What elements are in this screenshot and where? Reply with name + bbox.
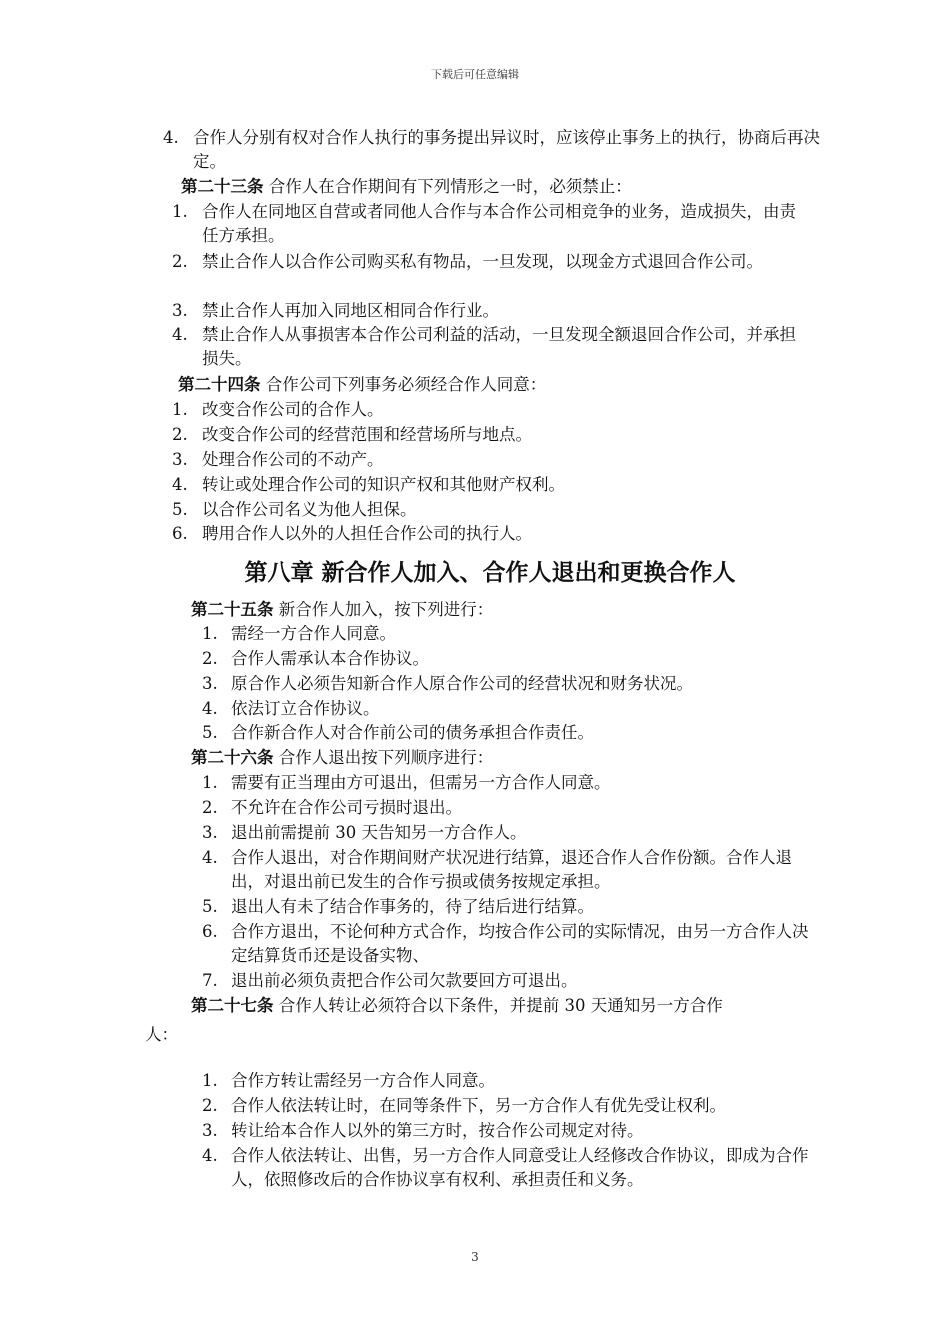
article-label: 第二十六条 xyxy=(191,748,274,767)
list-number: 4. xyxy=(172,325,188,344)
list-text: 需经一方合作人同意。 xyxy=(231,624,396,643)
page-number: 3 xyxy=(471,1250,479,1264)
page-header: 下载后可任意编辑 xyxy=(431,68,519,81)
list-number: 1. xyxy=(172,202,188,221)
article-27-continuation: 人： xyxy=(145,1025,178,1044)
list-number: 3. xyxy=(172,450,188,469)
list-number: 5. xyxy=(172,500,188,519)
article-text: 合作人退出按下列顺序进行： xyxy=(273,748,494,767)
list-text: 改变合作公司的合作人。 xyxy=(202,400,384,419)
list-text: 退出前必须负责把合作公司欠款要回方可退出。 xyxy=(231,971,578,990)
list-text: 转让给本合作人以外的第三方时，按合作公司规定对待。 xyxy=(231,1121,644,1140)
list-text: 处理合作公司的不动产。 xyxy=(202,450,384,469)
list-text: 聘用合作人以外的人担任合作公司的执行人。 xyxy=(202,524,532,543)
list-number: 2. xyxy=(172,252,188,271)
list-text: 禁止合作人再加入同地区相同合作行业。 xyxy=(202,301,499,320)
list-number: 7. xyxy=(202,971,218,990)
list-number: 2. xyxy=(202,1096,218,1115)
list-number: 2. xyxy=(172,425,188,444)
list-text: 合作人退出，对合作期间财产状况进行结算，退还合作人合作份额。合作人退出，对退出前已发生的合作亏损或债务按规定承担。 xyxy=(231,848,792,891)
list-text: 退出前需提前 30 天告知另一方合作人。 xyxy=(231,823,527,842)
list-text: 退出人有未了结合作事务的，待了结后进行结算。 xyxy=(231,897,594,916)
list-text: 不允许在合作公司亏损时退出。 xyxy=(231,798,462,817)
list-number: 4. xyxy=(202,699,218,718)
list-text: 需要有正当理由方可退出，但需另一方合作人同意。 xyxy=(231,773,611,792)
list-number: 3. xyxy=(202,1121,218,1140)
list-text: 合作新合作人对合作前公司的债务承担合作责任。 xyxy=(231,723,594,742)
list-text: 以合作公司名义为他人担保。 xyxy=(202,500,417,519)
article-26-heading xyxy=(191,748,493,768)
article-24-heading xyxy=(178,375,546,395)
article-27-heading xyxy=(191,996,723,1016)
list-number: 4. xyxy=(202,848,218,867)
list-text: 原合作人必须告知新合作人原合作公司的经营状况和财务状况。 xyxy=(231,674,693,693)
list-text: 合作方退出，不论何种方式合作，均按合作公司的实际情况，由另一方合作人决定结算货币还是设备实物、 xyxy=(231,922,809,965)
article-25-heading xyxy=(191,600,493,620)
list-number: 5. xyxy=(202,897,218,916)
list-number: 1. xyxy=(202,773,218,792)
list-number: 6. xyxy=(202,922,218,941)
article-label: 第二十七条 xyxy=(191,996,274,1015)
article-label: 第二十三条 xyxy=(181,177,264,196)
list-text: 依法订立合作协议。 xyxy=(231,699,380,718)
list-text: 改变合作公司的经营范围和经营场所与地点。 xyxy=(202,425,532,444)
list-number: 4. xyxy=(163,128,179,147)
list-text: 合作人分别有权对合作人执行的事务提出异议时，应该停止事务上的执行，协商后再决定。 xyxy=(193,128,820,171)
list-text: 合作人依法转让时，在同等条件下，另一方合作人有优先受让权利。 xyxy=(231,1096,726,1115)
list-number: 5. xyxy=(202,723,218,742)
list-text: 转让或处理合作公司的知识产权和其他财产权利。 xyxy=(202,475,565,494)
list-number: 2. xyxy=(202,649,218,668)
list-text: 合作人依法转让、出售，另一方合作人同意受让人经修改合作协议，即成为合作人，依照修改后的合作协议享有权利、承担责任和义务。 xyxy=(231,1146,809,1189)
list-text: 禁止合作人以合作公司购买私有物品，一旦发现，以现金方式退回合作公司。 xyxy=(202,252,763,271)
article-label: 第二十五条 xyxy=(191,600,274,619)
list-number: 4. xyxy=(202,1146,218,1165)
article-text: 合作公司下列事务必须经合作人同意： xyxy=(260,375,547,394)
list-text: 合作人在同地区自营或者同他人合作与本合作公司相竞争的业务，造成损失，由责任方承担。 xyxy=(202,202,796,245)
list-text: 合作人需承认本合作协议。 xyxy=(231,649,429,668)
list-number: 3. xyxy=(202,823,218,842)
list-number: 1. xyxy=(202,1071,218,1090)
article-23-heading xyxy=(181,177,632,197)
article-label: 第二十四条 xyxy=(178,375,261,394)
list-number: 6. xyxy=(172,524,188,543)
list-number: 4. xyxy=(172,475,188,494)
article-text: 合作人在合作期间有下列情形之一时，必须禁止： xyxy=(263,177,632,196)
list-number: 3. xyxy=(202,674,218,693)
article-text: 新合作人加入，按下列进行： xyxy=(273,600,494,619)
article-text: 合作人转让必须符合以下条件，并提前 30 天通知另一方合作 xyxy=(273,996,723,1015)
list-number: 1. xyxy=(202,624,218,643)
chapter-title: 第八章 新合作人加入、合作人退出和更换合作人 xyxy=(244,559,736,586)
list-number: 3. xyxy=(172,301,188,320)
list-number: 2. xyxy=(202,798,218,817)
list-text: 禁止合作人从事损害本合作公司利益的活动，一旦发现全额退回合作公司，并承担损失。 xyxy=(202,325,796,368)
list-number: 1. xyxy=(172,400,188,419)
list-text: 合作方转让需经另一方合作人同意。 xyxy=(231,1071,495,1090)
